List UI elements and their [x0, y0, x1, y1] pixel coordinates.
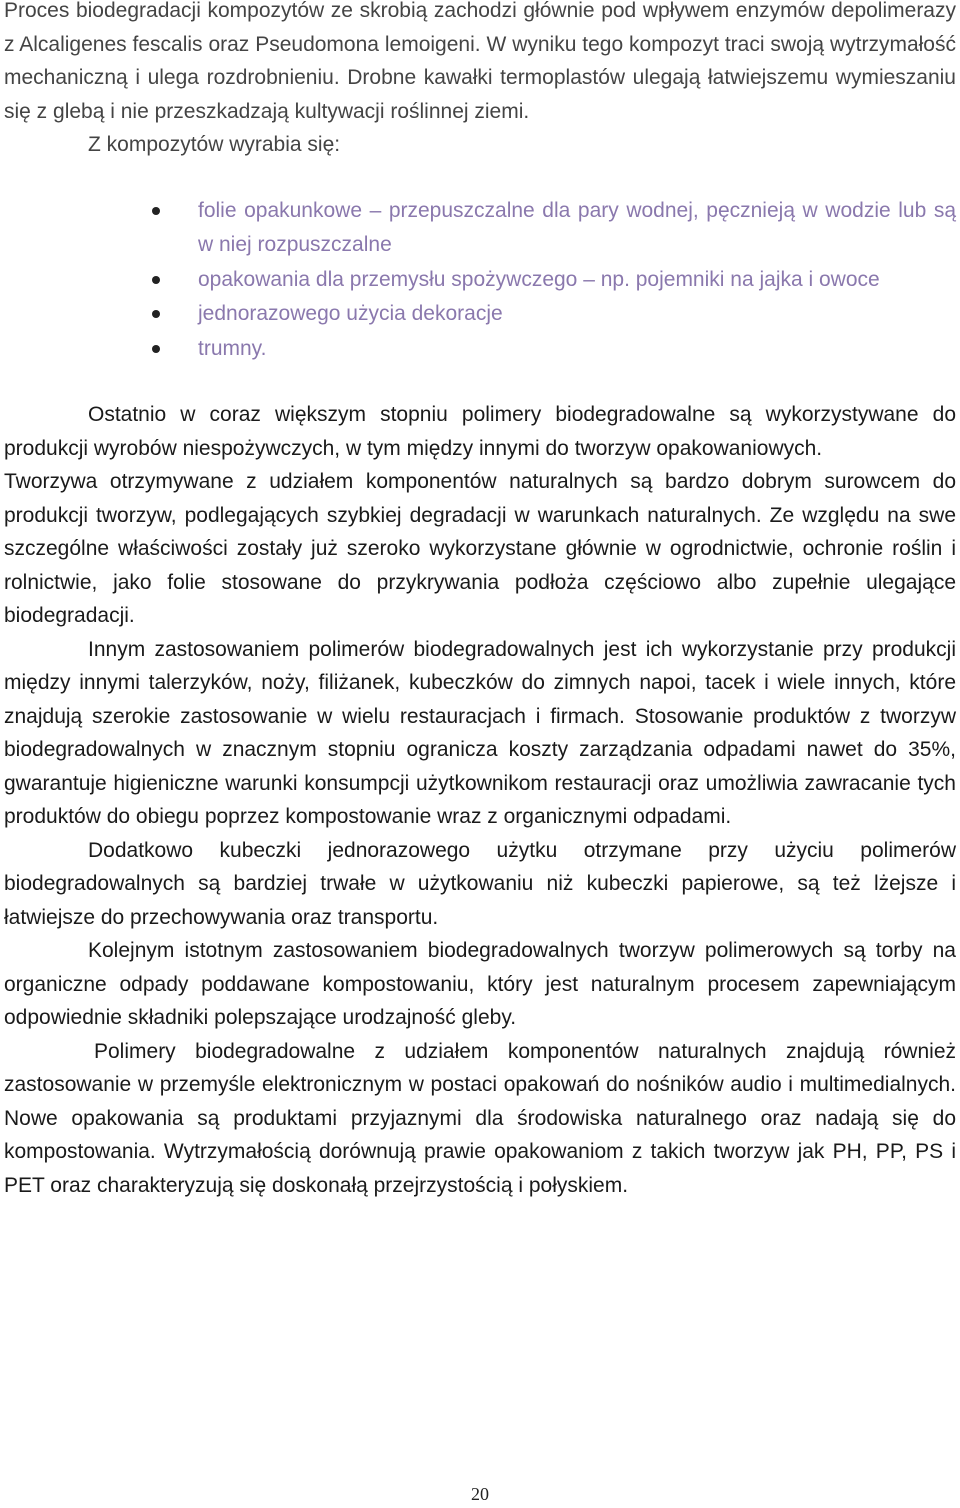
bullet-icon [152, 310, 160, 318]
paragraph-natural-components: Tworzywa otrzymywane z udziałem komponentów naturalnych są bardzo dobrym surowcem do produkcji tworzyw, podlegających szybkiej degradacji w warunkach naturalnych. Ze względu na swe szczególne właściwości zostały już szeroko wykorzystane głównie w ogrodnictwie, ochronie roślin i rolnictwie, jako folie stosowane do przykrywania podłoża częściowo albo zupełnie ulegające biodegradacji. [4, 470, 956, 627]
paragraph-bags: Kolejnym istotnym zastosowaniem biodegradowalnych tworzyw polimerowych są torby na organiczne odpady poddawane kompostowaniu, który jest naturalnym procesem zapewniającym odpowiednie składniki polepszające urodzajność gleby. [4, 939, 956, 1029]
list-item-text: jednorazowego użycia dekoracje [198, 302, 503, 325]
paragraph-cups: Dodatkowo kubeczki jednorazowego użytku otrzymane przy użyciu polimerów biodegradowalnych są bardziej trwałe w użytkowaniu niż kubeczki papierowe, są też lżejsze i łatwiejsze do przechowywania oraz transportu. [4, 838, 956, 929]
bullet-icon [152, 345, 160, 353]
paragraph-electronics-packaging: Polimery biodegradowalne z udziałem komponentów naturalnych znajdują również zastosowanie w przemyśle elektronicznym w postaci opakowań do nośników audio i multimedialnych. Nowe opakowania są produktami przyjaznymi dla środowiska naturalnego oraz nadają się do kompostowania. Wytrzymałością dorównują prawie opakowaniom z takich tworzyw jak PH, PP, PS i PET oraz charakteryzują się doskonałą przejrzystością i połyskiem. [4, 1039, 956, 1197]
composite-products-list [4, 194, 956, 367]
bullet-icon [152, 276, 160, 284]
list-item-text: folie opakunkowe – przepuszczalne dla pary wodnej, pęcznieją w wodzie lub są w niej rozpuszczalne [198, 198, 956, 256]
paragraph-list-intro: Z kompozytów wyrabia się: [88, 133, 341, 156]
list-item [4, 297, 956, 332]
list-item-text: opakowania dla przemysłu spożywczego – np. pojemniki na jajka i owoce [198, 267, 880, 291]
list-item-text: trumny. [198, 336, 267, 360]
page-number: 20 [471, 1484, 489, 1504]
spacer [4, 162, 956, 194]
document-page [4, 0, 956, 1202]
paragraph-tableware-use: Innym zastosowaniem polimerów biodegradowalnych jest ich wykorzystanie przy produkcji między innymi talerzyków, noży, filiżanek, kubeczków do zimnych napoi, tacek i wiele innych, które znajdują szerokie zastosowanie w wielu restauracjach i firmach. Stosowanie produktów z tworzyw biodegradowalnych w znacznym stopniu ogranicza koszty zarządzania odpadami nawet do 35%, gwarantuje higieniczne warunki konsumpcji użytkownikom restauracji oraz umożliwia zawracanie tych produktów do obiegu poprzez kompostowanie wraz z organicznymi odpadami. [4, 637, 956, 828]
list-item [4, 194, 956, 263]
paragraph-biodegradation-process: Proces biodegradacji kompozytów ze skrobią zachodzi głównie pod wpływem enzymów depolimerazy z Alcaligenes fescalis oraz Pseudomona lemoigeni. W wyniku tego kompozyt traci swoją wytrzymałość mechaniczną i ulega rozdrobnieniu. Drobne kawałki termoplastów ulegają łatwiejszemu wymieszaniu się z glebą i nie przeszkadzają kultywacji roślinnej ziemi. [4, 0, 956, 123]
list-item [4, 263, 956, 298]
spacer [4, 366, 956, 398]
list-item [4, 332, 956, 367]
bullet-icon [152, 207, 160, 215]
paragraph-non-food-use: Ostatnio w coraz większym stopniu polimery biodegradowalne są wykorzystywane do produkcji wyrobów niespożywczych, w tym między innymi do tworzyw opakowaniowych. [4, 403, 956, 460]
